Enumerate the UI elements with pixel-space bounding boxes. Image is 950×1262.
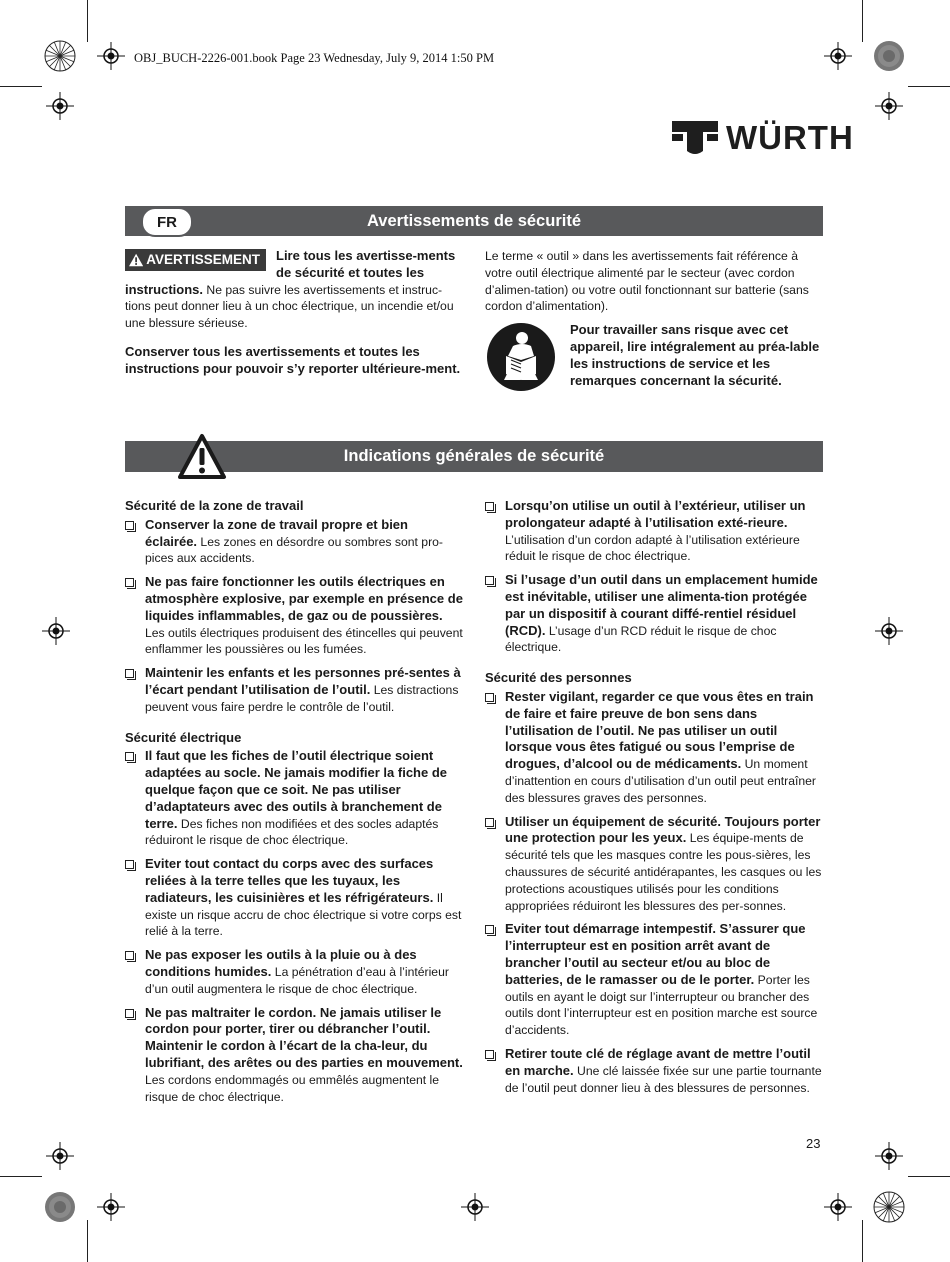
item-text: Les équipe-ments de sécurité tels que les masques contre les pous-sières, les chaussures de sécurité antidérapantes, les casques ou les protections acoustiques utilisés pour les conditions appropriées réduiront les blessures des per-sonnes. — [505, 831, 822, 913]
list-item — [485, 572, 823, 656]
section-title: Indications générales de sécurité — [343, 447, 605, 465]
checkbox-icon — [125, 669, 134, 678]
list-item — [125, 1005, 463, 1106]
read-manual-icon — [486, 322, 556, 392]
warnings-right-column — [485, 248, 823, 392]
brand-name: WÜRTH — [726, 119, 854, 156]
warning-label: AVERTISSEMENT — [146, 251, 260, 267]
list-item — [485, 498, 823, 565]
list-item — [125, 748, 463, 849]
item-lead: Rester vigilant, regarder ce que vous êtes en train de faire et faire preuve de bon sens dans l’utilisation de l’outil. Ne pas utiliser un outil lorsque vous êtes fatigué ou sous l’emprise de drogues, d’alcool ou de médicaments. — [505, 688, 814, 772]
item-text: La pénétration d’eau à l’intérieur d’un outil augmentera le risque de choc électrique. — [145, 964, 449, 996]
list-item — [125, 856, 463, 940]
page-number: 23 — [806, 1136, 821, 1151]
item-text: Un moment d’inattention en cours d’utilisation d’un outil peut entraîner des blessures graves des personnes. — [505, 757, 816, 805]
list-item — [485, 814, 823, 915]
checkbox-icon — [485, 925, 494, 934]
item-text: L’usage d’un RCD réduit le risque de choc électrique. — [505, 623, 777, 655]
keep-instructions: Conserver tous les avertissements et toutes les instructions pour pouvoir s’y reporter ultérieure-ment. — [125, 343, 461, 376]
checkbox-icon — [125, 752, 134, 761]
item-lead: Si l’usage d’un outil dans un emplacement humide est inévitable, utiliser une alimenta-tion protégée par un dispositif à courant diffé-rentiel résiduel (RCD). — [505, 572, 818, 638]
warning-paragraph — [125, 248, 463, 332]
item-lead: Utiliser un équipement de sécurité. Toujours porter une protection pour les yeux. — [505, 813, 821, 846]
item-lead: Eviter tout contact du corps avec des surfaces reliées à la terre telles que les tuyaux, les radiateurs, les cuisinières et les réfrigérateurs. — [145, 856, 434, 905]
wurth-emblem-icon — [672, 121, 718, 155]
list-item — [485, 921, 823, 1039]
work-area-heading: Sécurité de la zone de travail — [125, 498, 304, 513]
item-lead: Ne pas exposer les outils à la pluie ou à des conditions humides. — [145, 947, 417, 979]
item-lead: Maintenir les enfants et les personnes pré-sentes à l’écart pendant l’utilisation de l’outil. — [145, 665, 461, 697]
item-text: Les zones en désordre ou sombres sont pro-pices aux accidents. — [145, 534, 443, 566]
warning-lead: Lire tous les avertisse-ments de sécurité et toutes les instructions. — [125, 248, 456, 297]
item-lead: Lorsqu’on utilise un outil à l’extérieur, utiliser un prolongateur adapté à l’utilisation exté-rieure. — [505, 498, 806, 530]
item-lead: Il faut que les fiches de l’outil électrique soient adaptées au socle. Ne jamais modifier la fiche de quelque façon que ce soit. Ne pas utiliser d’adaptateurs avec des outils à branchement de terre. — [145, 748, 448, 831]
item-lead: Conserver la zone de travail propre et bien éclairée. — [145, 516, 408, 549]
read-manual-text: Pour travailler sans risque avec cet appareil, lire intégralement au préa-lable les instructions de service et les remarques concernant la sécurité. — [570, 322, 820, 388]
personal-heading: Sécurité des personnes — [485, 670, 632, 686]
checkbox-icon — [125, 1009, 134, 1018]
checkbox-icon — [125, 578, 134, 587]
item-text: Il existe un risque accru de choc électrique si votre corps est relié à la terre. — [145, 890, 462, 939]
warning-triangle-icon — [129, 253, 143, 267]
section-title: Avertissements de sécurité — [367, 211, 581, 230]
item-lead: Eviter tout démarrage intempestif. S’assurer que l’interrupteur est en position arrêt avant de brancher l’outil au secteur et/ou au bloc de batteries, de le ramasser ou de le porter. — [505, 921, 806, 987]
list-item — [125, 574, 463, 658]
warning-badge — [125, 249, 266, 271]
checkbox-icon — [485, 576, 494, 585]
general-warning-icon — [177, 433, 227, 481]
item-lead: Ne pas faire fonctionner les outils électriques en atmosphère explosive, par exemple en présence de liquides inflammables, de gaz ou de poussières. — [145, 574, 463, 623]
item-lead: Retirer toute clé de réglage avant de mettre l’outil en marche. — [505, 1045, 811, 1078]
list-item — [485, 1046, 823, 1096]
checkbox-icon — [485, 1050, 494, 1059]
item-text: Porter les outils en ayant le doigt sur l’interrupteur ou brancher des outils dont l’interrupteur est en position marche est source d’accidents. — [505, 972, 818, 1038]
checkbox-icon — [485, 818, 494, 827]
list-item — [485, 689, 823, 807]
item-text: Les cordons endommagés ou emmêlés augmentent le risque de choc électrique. — [145, 1072, 440, 1104]
checkbox-icon — [485, 693, 494, 702]
general-right-column — [485, 498, 823, 1103]
language-badge: FR — [141, 207, 193, 237]
brand-logo — [672, 120, 854, 156]
warning-body: Ne pas suivre les avertissements et instruc-tions peut donner lieu à un choc électrique, un incendie et/ou une blessure sérieuse. — [125, 282, 454, 331]
checkbox-icon — [125, 860, 134, 869]
checkbox-icon — [125, 951, 134, 960]
read-manual-row — [485, 322, 823, 392]
checkbox-icon — [125, 521, 134, 530]
list-item — [125, 517, 463, 567]
item-text: Une clé laissée fixée sur une partie tournante de l’outil peut donner lieu à des blessures de personnes. — [505, 1063, 822, 1095]
book-header: OBJ_BUCH-2226-001.book Page 23 Wednesday, July 9, 2014 1:50 PM — [134, 51, 495, 65]
warnings-left-column — [125, 248, 463, 385]
electrical-heading: Sécurité électrique — [125, 729, 242, 745]
list-item — [125, 947, 463, 997]
item-text: Les outils électriques produisent des étincelles qui peuvent enflammer les poussières ou les fumées. — [145, 625, 463, 657]
checkbox-icon — [485, 502, 494, 511]
section-bar-warnings — [125, 206, 823, 236]
term-definition: Le terme « outil » dans les avertissements fait référence à votre outil électrique alimenté par le secteur (avec cordon d’alimen-tation) ou votre outil fonctionnant sur batterie (sans cordon d’alimentation). — [485, 249, 809, 314]
list-item — [125, 665, 463, 715]
general-left-column — [125, 498, 463, 1112]
item-text: L’utilisation d’un cordon adapté à l’utilisation extérieure réduit le risque de choc électrique. — [505, 532, 800, 564]
item-lead: Ne pas maltraiter le cordon. Ne jamais utiliser le cordon pour porter, tirer ou débrancher l’outil. Maintenir le cordon à l’écart de la cha-leur, du lubrifiant, des arêtes ou des parties en mouvement. — [145, 1004, 463, 1070]
section-bar-general-safety — [125, 441, 823, 472]
item-text: Les distractions peuvent vous faire perdre le contrôle de l’outil. — [145, 682, 459, 714]
item-text: Des fiches non modifiées et des socles adaptés réduiront le risque de choc électrique. — [145, 816, 439, 848]
